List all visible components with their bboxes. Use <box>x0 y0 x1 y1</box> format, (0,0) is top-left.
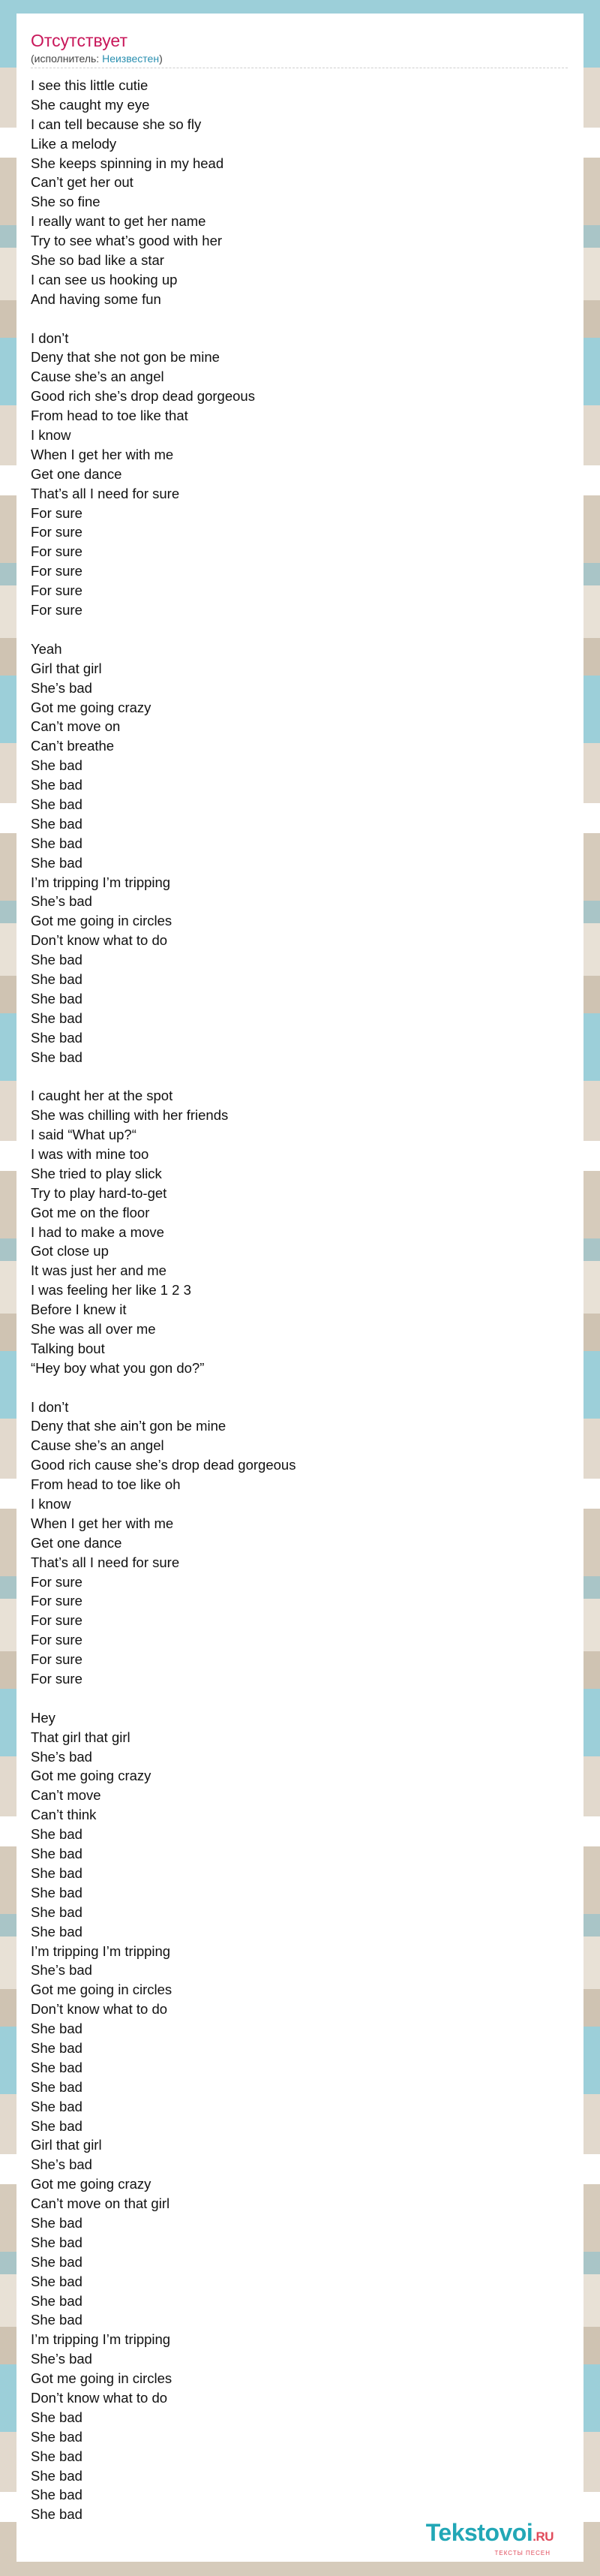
lyric-line: I had to make a move <box>31 1223 164 1240</box>
lyric-line: She bad <box>31 854 82 871</box>
lyric-line: Good rich cause she’s drop dead gorgeous <box>31 1457 296 1473</box>
lyric-line: I was feeling her like 1 2 3 <box>31 1282 191 1299</box>
lyric-line: She bad <box>31 1010 82 1026</box>
lyric-line: Get one dance <box>31 465 122 482</box>
lyric-line: She bad <box>31 2448 82 2464</box>
lyric-line: I don’t <box>31 330 69 346</box>
lyric-line: Good rich she’s drop dead gorgeous <box>31 388 255 405</box>
lyric-line: For sure <box>31 582 82 599</box>
stanza-break <box>31 309 569 329</box>
lyric-line: For sure <box>31 1612 82 1629</box>
lyric-line: She bad <box>31 2487 82 2503</box>
lyric-line: Deny that she ain’t gon be mine <box>31 1418 226 1434</box>
stanza-break <box>31 1067 569 1086</box>
lyric-line: Don’t know what to do <box>31 2389 168 2406</box>
lyric-line: Deny that she not gon be mine <box>31 349 220 366</box>
lyric-line: She bad <box>31 2409 82 2425</box>
lyric-line: Yeah <box>31 640 62 657</box>
lyric-line: For sure <box>31 563 82 579</box>
lyric-line: She bad <box>31 1884 82 1900</box>
lyric-line: I was with mine too <box>31 1145 149 1162</box>
song-title: Отсутствует <box>31 31 128 50</box>
lyric-line: Can’t think <box>31 1807 97 1823</box>
lyric-line: She bad <box>31 2273 82 2289</box>
lyric-line: She keeps spinning in my head <box>31 155 224 171</box>
lyric-line: I see this little cutie <box>31 77 148 93</box>
lyric-line: She caught my eye <box>31 96 150 113</box>
lyric-line: She bad <box>31 971 82 987</box>
lyric-line: When I get her with me <box>31 446 174 462</box>
lyric-line: I’m tripping I’m tripping <box>31 1943 171 1959</box>
artist-link[interactable]: Неизвестен <box>102 53 160 65</box>
stanza-break <box>31 620 569 639</box>
lyrics-text <box>31 76 569 2524</box>
lyric-line: She’s bad <box>31 893 92 910</box>
lyric-line: I’m tripping I’m tripping <box>31 874 171 890</box>
logo-name: Tekstovoi <box>425 2519 533 2546</box>
lyric-line: I caught her at the spot <box>31 1088 173 1104</box>
lyric-line: She bad <box>31 2312 82 2328</box>
lyric-line: From head to toe like oh <box>31 1476 181 1493</box>
lyric-line: Got me going in circles <box>31 913 172 929</box>
lyric-line: She bad <box>31 2428 82 2445</box>
lyric-line: She bad <box>31 2214 82 2231</box>
lyric-line: She’s bad <box>31 1962 92 1979</box>
lyric-line: Got close up <box>31 1243 109 1259</box>
artist-prefix: (исполнитель: <box>31 53 103 65</box>
stanza-break <box>31 1689 569 1708</box>
lyric-line: For sure <box>31 524 82 540</box>
stanza-break <box>31 1378 569 1398</box>
lyric-line: That girl that girl <box>31 1729 130 1745</box>
lyric-line: Got me going in circles <box>31 2370 172 2387</box>
lyric-line: For sure <box>31 543 82 560</box>
lyric-line: She bad <box>31 835 82 851</box>
lyric-line: When I get her with me <box>31 1515 174 1531</box>
lyric-line: She’s bad <box>31 2156 92 2173</box>
lyric-line: Before I knew it <box>31 1302 127 1318</box>
lyric-line: I don’t <box>31 1398 69 1415</box>
lyric-line: She bad <box>31 2098 82 2114</box>
lyric-line: For sure <box>31 1671 82 1687</box>
lyric-line: For sure <box>31 1632 82 1648</box>
lyric-line: She bad <box>31 2234 82 2250</box>
lyric-line: She bad <box>31 757 82 774</box>
lyric-line: Got me going crazy <box>31 1768 152 1784</box>
lyric-line: That’s all I need for sure <box>31 1554 180 1570</box>
lyric-line: She bad <box>31 1029 82 1046</box>
lyric-line: Got me going crazy <box>31 699 152 715</box>
lyric-line: She so bad like a star <box>31 252 164 269</box>
lyric-line: I can tell because she so fly <box>31 116 202 132</box>
lyrics-card <box>16 14 584 2562</box>
lyric-line: Don’t know what to do <box>31 2001 168 2018</box>
artist-suffix: ) <box>159 53 163 65</box>
lyric-line: Talking bout <box>31 1340 105 1356</box>
lyric-line: Like a melody <box>31 135 117 152</box>
lyric-line: For sure <box>31 1593 82 1609</box>
lyric-line: For sure <box>31 504 82 521</box>
lyric-line: She was all over me <box>31 1321 156 1337</box>
lyric-line: I know <box>31 427 71 444</box>
lyric-line: Get one dance <box>31 1534 122 1551</box>
lyric-line: Cause she’s an angel <box>31 1437 164 1454</box>
lyric-line: I really want to get her name <box>31 213 206 230</box>
lyric-line: “Hey boy what you gon do?” <box>31 1359 205 1376</box>
lyric-line: Can’t move on <box>31 718 121 735</box>
lyric-line: Hey <box>31 1709 56 1726</box>
lyric-line: She bad <box>31 1923 82 1940</box>
lyric-line: She bad <box>31 1864 82 1881</box>
lyric-line: For sure <box>31 1573 82 1590</box>
lyric-line: She bad <box>31 1846 82 1862</box>
logo-tagline: ТЕКСТЫ ПЕСЕН <box>494 2550 550 2556</box>
lyric-line: She so fine <box>31 194 100 210</box>
lyric-line: She tried to play slick <box>31 1165 162 1181</box>
lyric-line: For sure <box>31 602 82 618</box>
lyric-line: She bad <box>31 1049 82 1065</box>
lyric-line: She bad <box>31 2021 82 2037</box>
lyric-line: Can’t move <box>31 1787 101 1804</box>
lyric-line: Got me going in circles <box>31 1982 172 1998</box>
lyric-line: Girl that girl <box>31 660 102 676</box>
lyric-line: She bad <box>31 796 82 812</box>
lyric-line: She bad <box>31 1903 82 1920</box>
lyric-line: I said “What up?“ <box>31 1127 136 1143</box>
lyric-line: For sure <box>31 1651 82 1668</box>
lyric-line: From head to toe like that <box>31 408 188 424</box>
lyric-line: Got me on the floor <box>31 1204 150 1220</box>
lyric-line: She bad <box>31 2117 82 2134</box>
lyric-line: She bad <box>31 990 82 1007</box>
site-logo[interactable] <box>426 2520 554 2557</box>
lyric-line: She bad <box>31 2253 82 2270</box>
logo-tld: .RU <box>532 2529 554 2544</box>
lyric-line: She bad <box>31 2039 82 2056</box>
lyric-line: She’s bad <box>31 2351 92 2367</box>
lyric-line: She’s bad <box>31 1748 92 1765</box>
lyric-line: She bad <box>31 2059 82 2075</box>
lyric-line: She was chilling with her friends <box>31 1107 229 1124</box>
lyric-line: Can’t get her out <box>31 174 134 191</box>
lyric-line: That’s all I need for sure <box>31 485 180 501</box>
lyric-line: Can’t breathe <box>31 738 115 754</box>
lyric-line: Got me going crazy <box>31 2176 152 2192</box>
lyric-line: Girl that girl <box>31 2137 102 2153</box>
lyric-line: Don’t know what to do <box>31 932 168 949</box>
lyric-line: She bad <box>31 2292 82 2309</box>
artist-line <box>31 51 568 68</box>
lyric-line: Can’t move on that girl <box>31 2195 170 2212</box>
lyric-line: I know <box>31 1496 71 1512</box>
lyric-line: Try to see what’s good with her <box>31 233 223 249</box>
lyric-line: She bad <box>31 1826 82 1843</box>
lyric-line: She bad <box>31 777 82 793</box>
lyric-line: She bad <box>31 2467 82 2484</box>
lyric-line: She bad <box>31 815 82 832</box>
lyric-line: She bad <box>31 952 82 968</box>
lyric-line: It was just her and me <box>31 1262 166 1279</box>
lyric-line: She’s bad <box>31 679 92 696</box>
lyric-line: She bad <box>31 2078 82 2095</box>
lyric-line: Cause she’s an angel <box>31 369 164 385</box>
lyric-line: I can see us hooking up <box>31 271 178 287</box>
lyric-line: Try to play hard-to-get <box>31 1184 167 1201</box>
lyric-line: She bad <box>31 2506 82 2523</box>
lyric-line: I’m tripping I’m tripping <box>31 2331 171 2348</box>
lyric-line: And having some fun <box>31 290 161 307</box>
